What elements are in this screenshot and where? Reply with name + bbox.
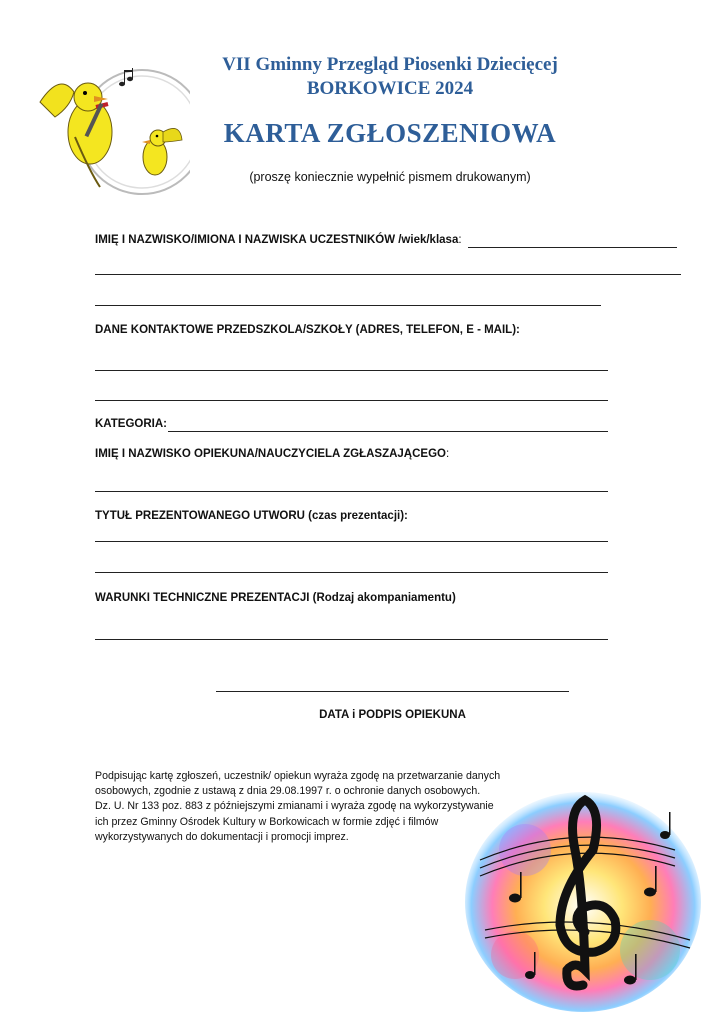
participants-line-2[interactable]: [95, 274, 681, 275]
contact-label: DANE KONTAKTOWE PRZEDSZKOLA/SZKOŁY (ADRES, TELEFON, E - MAIL):: [95, 324, 520, 336]
treble-clef-rainbow-icon: [455, 780, 705, 1016]
singing-birds-logo: [30, 62, 190, 197]
song-line-2[interactable]: [95, 572, 608, 573]
technical-line[interactable]: [95, 639, 608, 640]
contact-line-2[interactable]: [95, 400, 608, 401]
consent-line: ich przez Gminny Ośrodek Kultury w Borkowicach w formie zdjęć i filmów: [95, 815, 439, 828]
guardian-label: IMIĘ I NAZWISKO OPIEKUNA/NAUCZYCIELA ZGŁASZAJĄCEGO: [95, 448, 446, 460]
category-line[interactable]: [168, 431, 608, 432]
contact-line-1[interactable]: [95, 370, 608, 371]
event-title: [190, 53, 590, 101]
consent-line: osobowych, zgodnie z ustawą z dnia 29.08.1997 r. o ochronie danych osobowych.: [95, 785, 481, 798]
song-line-1[interactable]: [95, 541, 608, 542]
form-title: KARTA ZGŁOSZENIOWA: [223, 118, 557, 148]
consent-line: wykorzystywanych do dokumentacji i promocji imprez.: [95, 830, 349, 843]
participants-label: IMIĘ I NAZWISKO/IMIONA I NAZWISKA UCZESTNIKÓW /wiek/klasa: [95, 234, 459, 246]
participants-line-1[interactable]: [468, 247, 677, 248]
signature-line[interactable]: [216, 691, 569, 692]
guardian-colon: :: [445, 448, 450, 460]
participants-line-3[interactable]: [95, 305, 601, 306]
guardian-field: [95, 448, 449, 460]
consent-line: Dz. U. Nr 133 poz. 883 z późniejszymi zmianami i wyraża zgodę na wykorzystywanie: [95, 800, 494, 813]
consent-line: Podpisując kartę zgłoszeń, uczestnik/ opiekun wyraża zgodę na przetwarzanie danych: [95, 770, 501, 782]
guardian-line[interactable]: [95, 491, 608, 492]
event-title-line1: VII Gminny Przegląd Piosenki Dziecięcej: [222, 54, 558, 75]
participants-field: [95, 234, 462, 246]
form-instruction: (proszę koniecznie wypełnić pismem drukowanym): [249, 170, 531, 184]
category-label: KATEGORIA:: [95, 418, 167, 430]
event-title-line2: BORKOWICE 2024: [306, 78, 474, 99]
signature-label: DATA i PODPIS OPIEKUNA: [319, 709, 466, 721]
participants-colon: :: [458, 234, 462, 246]
song-label: TYTUŁ PREZENTOWANEGO UTWORU (czas prezentacji):: [95, 510, 408, 522]
technical-label: WARUNKI TECHNICZNE PREZENTACJI (Rodzaj akompaniamentu): [95, 592, 456, 604]
